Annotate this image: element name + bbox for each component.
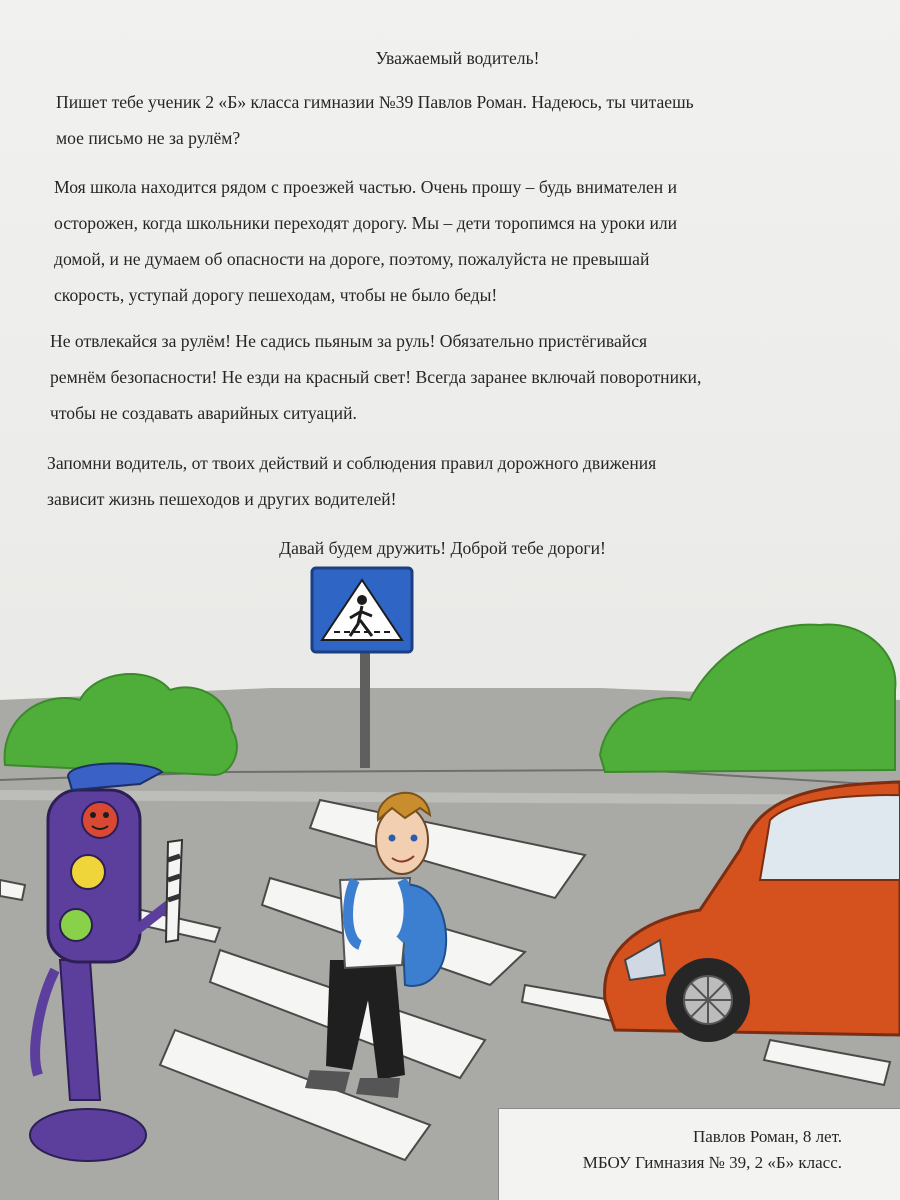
paragraph-line: мое письмо не за рулём? <box>56 128 241 148</box>
paragraph-line: ремнём безопасности! Не езди на красный свет! Всегда заранее включай поворотники, <box>50 367 702 387</box>
letter-closing: Давай будем дружить! Доброй тебе дороги! <box>279 538 606 558</box>
paragraph-1 <box>56 84 846 156</box>
paragraph-line: скорость, уступай дорогу пешеходам, чтобы не было беды! <box>54 285 498 305</box>
paragraph-line: домой, и не думаем об опасности на дороге, поэтому, пожалуйста не превышай <box>54 249 650 269</box>
paragraph-line: зависит жизнь пешеходов и других водителей! <box>47 489 397 509</box>
road-curb <box>0 795 900 800</box>
bush-left <box>5 674 237 775</box>
paragraph-line: чтобы не создавать аварийных ситуаций. <box>50 403 357 423</box>
letter-greeting: Уважаемый водитель! <box>375 48 540 68</box>
paragraph-3 <box>50 323 850 431</box>
paragraph-4 <box>47 445 847 517</box>
author-name: Павлов Роман, 8 лет. <box>692 1127 842 1146</box>
paragraph-2 <box>54 169 854 313</box>
paragraph-line: Пишет тебе ученик 2 «Б» класса гимназии №39 Павлов Роман. Надеюсь, ты читаешь <box>56 92 694 112</box>
paragraph-line: Не отвлекайся за рулём! Не садись пьяным за руль! Обязательно пристёгивайся <box>50 331 648 351</box>
paragraph-line: осторожен, когда школьники переходят дорогу. Мы – дети торопимся на уроки или <box>54 213 678 233</box>
author-school: МБОУ Гимназия № 39, 2 «Б» класс. <box>582 1153 842 1172</box>
paragraph-line: Запомни водитель, от твоих действий и соблюдения правил дорожного движения <box>47 453 657 473</box>
road-scene-drawing <box>0 560 900 1200</box>
signature-box <box>498 1108 900 1200</box>
paragraph-line: Моя школа находится рядом с проезжей частью. Очень прошу – будь внимателен и <box>54 177 678 197</box>
